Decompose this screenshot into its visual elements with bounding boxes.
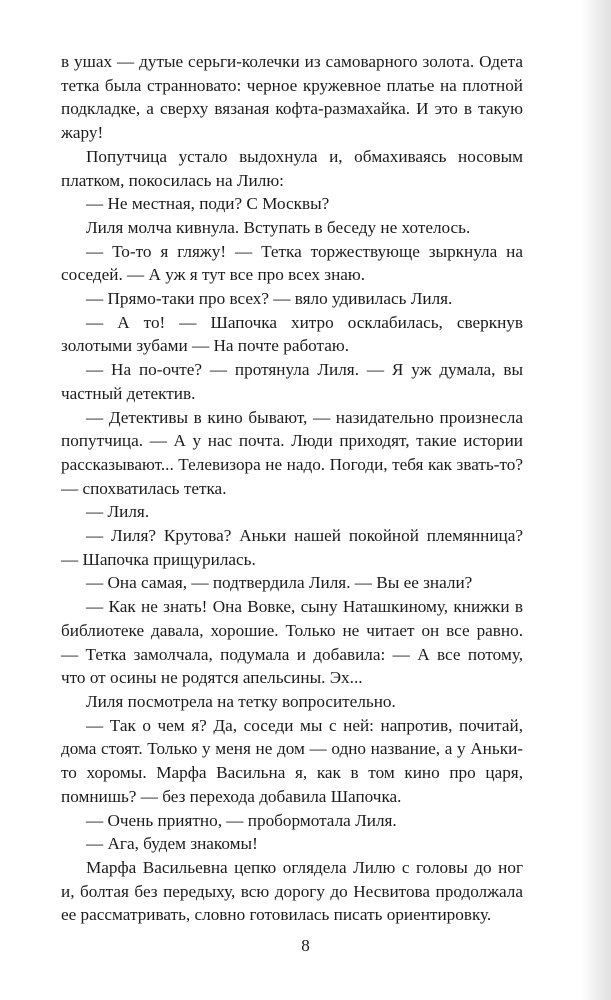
page-number: 8 (301, 936, 310, 955)
paragraph-15: — Так о чем я? Да, соседи мы с ней: напротив, почитай, дома стоят. Только у меня не дом — одно название, а у Аньки-то хоромы. Марфа Васильна я, как в том кино про царя, помнишь? — без перехода добавила Шапочка. (61, 715, 523, 806)
paragraph-5: — То-то я гляжу! — Тетка торжествующе зыркнула на соседей. — А уж я тут все про всех знаю. (61, 241, 523, 285)
paragraph-1: в ушах — дутые серьги-колечки из самоварного золота. Одета тетка была странновато: черное кружевное платье на плотной подкладке, а сверху вязаная кофта-размахайка. И это в такую жару! (61, 52, 523, 143)
paragraph-3: — Не местная, поди? С Москвы? (86, 194, 330, 214)
paragraph-8: — На по-очте? — протянула Лиля. — Я уж думала, вы частный детектив. (61, 360, 523, 403)
paragraph-10: — Лиля. (86, 502, 150, 522)
paragraph-2: Попутчица устало выдохнула и, обмахиваясь носовым платком, покосилась на Лилю: (61, 146, 523, 190)
paragraph-11: — Лиля? Крутова? Аньки нашей покойной племянница? — Шапочка прищурилась. (61, 526, 523, 569)
paragraph-7: — А то! — Шапочка хитро осклабилась, сверкнув золотыми зубами — На почте работаю. (61, 312, 523, 356)
page-edge-shadow (581, 0, 611, 1000)
paragraph-12: — Она самая, — подтвердила Лиля. — Вы ее знали? (86, 573, 473, 593)
paragraph-9: — Детективы в кино бывают, — назидательно произнесла попутчица. — А у нас почта. Люди приходят, такие истории рассказывают... Телевизора не надо. Погоди, тебя как звать-то? — спохватилась тетка. (61, 407, 523, 498)
paragraph-6: — Прямо-таки про всех? — вяло удивилась Лиля. (86, 289, 453, 309)
paragraph-14: Лиля посмотрела на тетку вопросительно. (86, 691, 396, 711)
body-text (61, 50, 523, 927)
paragraph-16: — Очень приятно, — пробормотала Лиля. (86, 810, 397, 830)
paragraph-17: — Ага, будем знакомы! (86, 834, 258, 854)
paragraph-18: Марфа Васильевна цепко оглядела Лилю с головы до ног и, болтая без передыху, всю дорогу до Несвитова продолжала ее рассматривать, словно готовилась писать ориентировку. (61, 857, 523, 925)
paragraph-13: — Как не знать! Она Вовке, сыну Наташкиному, книжки в библиотеке давала, хорошие. Только не читает он все равно. — Тетка замолчала, подумала и добавила: — А все потому, что от осины не родятся апельсины. Эх... (61, 597, 523, 688)
paragraph-4: Лиля молча кивнула. Вступать в беседу не хотелось. (86, 217, 471, 237)
